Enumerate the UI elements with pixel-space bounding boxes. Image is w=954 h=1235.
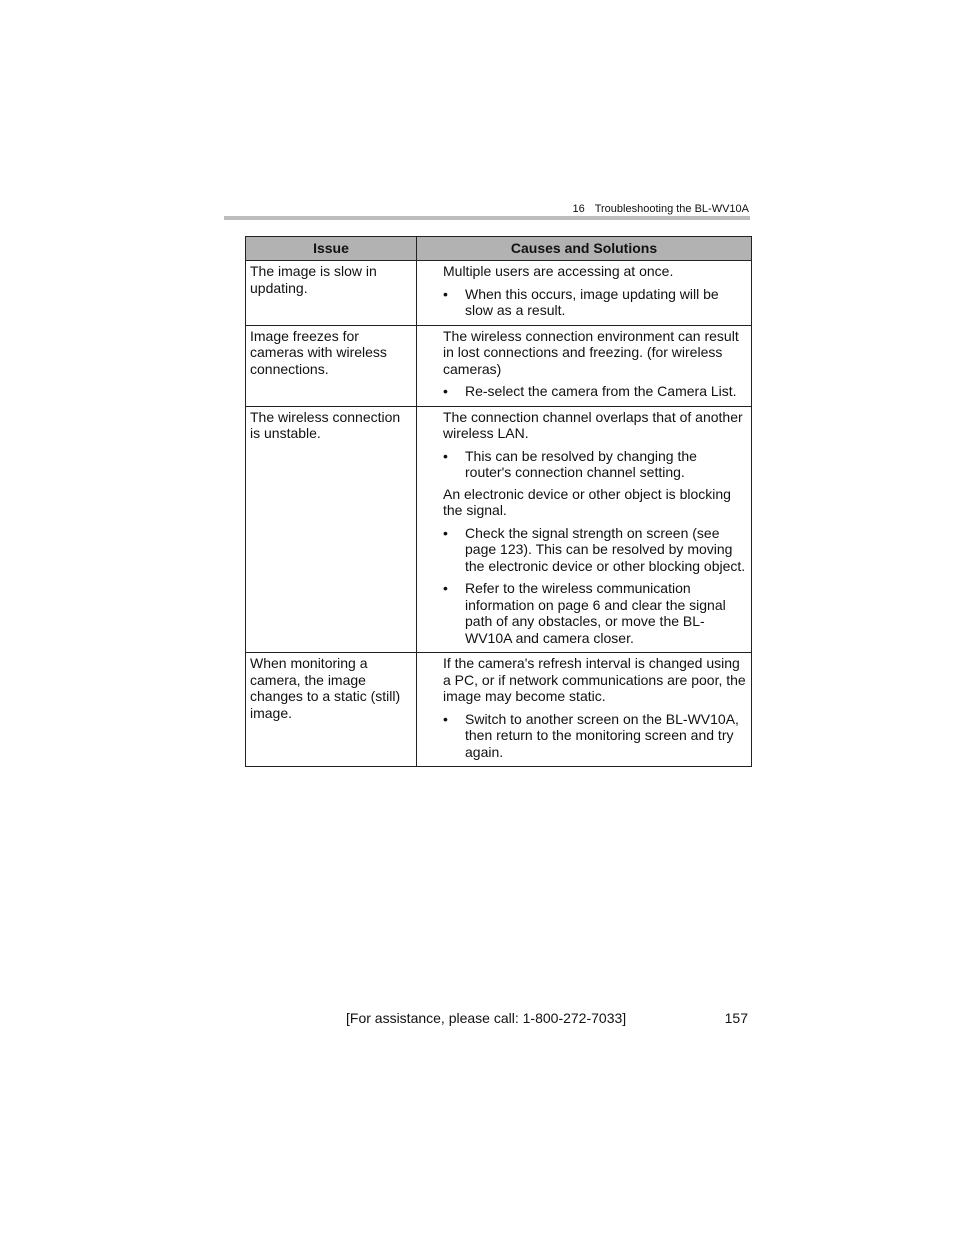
page-number: 157 — [724, 1010, 748, 1026]
solution-bullet — [443, 580, 747, 646]
chapter-number: 16 — [572, 203, 585, 215]
solution-bullet — [443, 286, 747, 319]
troubleshooting-table — [245, 236, 752, 767]
issue-text: The wireless connection is unstable. — [250, 408, 401, 441]
cause-text: The wireless connection environment can result in lost connections and freezing. (for wireless cameras) — [443, 327, 739, 377]
table-row — [246, 325, 752, 406]
bullet-icon: • — [443, 383, 448, 399]
causes-cell — [417, 406, 752, 653]
issue-cell — [246, 406, 417, 653]
bullet-icon: • — [443, 580, 448, 596]
cause-text: An electronic device or other object is blocking the signal. — [443, 485, 731, 518]
solution-bullet — [443, 711, 747, 761]
solution-text: When this occurs, image updating will be slow as a result. — [465, 285, 719, 318]
table-header-row — [246, 237, 752, 261]
table-row — [246, 261, 752, 326]
issue-text: When monitoring a camera, the image changes to a static (still) image. — [250, 655, 401, 721]
header-rule — [224, 216, 750, 220]
issue-text: Image freezes for cameras with wireless connections. — [250, 327, 387, 377]
solution-text: Switch to another screen on the BL-WV10A, then return to the monitoring screen and try again. — [465, 710, 739, 760]
causes-cell — [417, 261, 752, 326]
table-body — [246, 261, 752, 767]
cause-text: Multiple users are accessing at once. — [443, 263, 674, 279]
chapter-title: Troubleshooting the BL-WV10A — [594, 203, 749, 215]
solution-text: This can be resolved by changing the router's connection channel setting. — [465, 447, 697, 480]
solution-text: Refer to the wireless communication information on page 6 and clear the signal path of any obstacles, or move the BL-WV10A and camera closer. — [465, 580, 726, 646]
solution-text: Re-select the camera from the Camera List. — [465, 383, 737, 399]
bullet-icon: • — [443, 447, 448, 464]
cause-text: If the camera's refresh interval is changed using a PC, or if network communications are poor, the image may become static. — [443, 655, 746, 704]
bullet-icon: • — [443, 285, 448, 302]
solution-text: Check the signal strength on screen (see page 123). This can be resolved by moving the electronic device or other blocking object. — [465, 524, 746, 574]
table-row — [246, 653, 752, 767]
causes-cell — [417, 653, 752, 767]
bullet-icon: • — [443, 524, 448, 541]
causes-cell — [417, 325, 752, 406]
cause-text: The connection channel overlaps that of another wireless LAN. — [443, 408, 743, 441]
column-header-issue: Issue — [246, 237, 417, 261]
solution-bullet — [443, 448, 747, 481]
running-header — [572, 203, 749, 216]
column-header-causes: Causes and Solutions — [417, 237, 752, 261]
solution-bullet — [443, 525, 747, 575]
issue-cell — [246, 325, 417, 406]
table-row — [246, 406, 752, 653]
bullet-icon: • — [443, 710, 448, 727]
issue-text: The image is slow in updating. — [250, 263, 377, 296]
issue-cell — [246, 653, 417, 767]
issue-cell — [246, 261, 417, 326]
assistance-line: [For assistance, please call: 1-800-272-7033] — [346, 1010, 627, 1026]
solution-bullet — [443, 383, 747, 400]
